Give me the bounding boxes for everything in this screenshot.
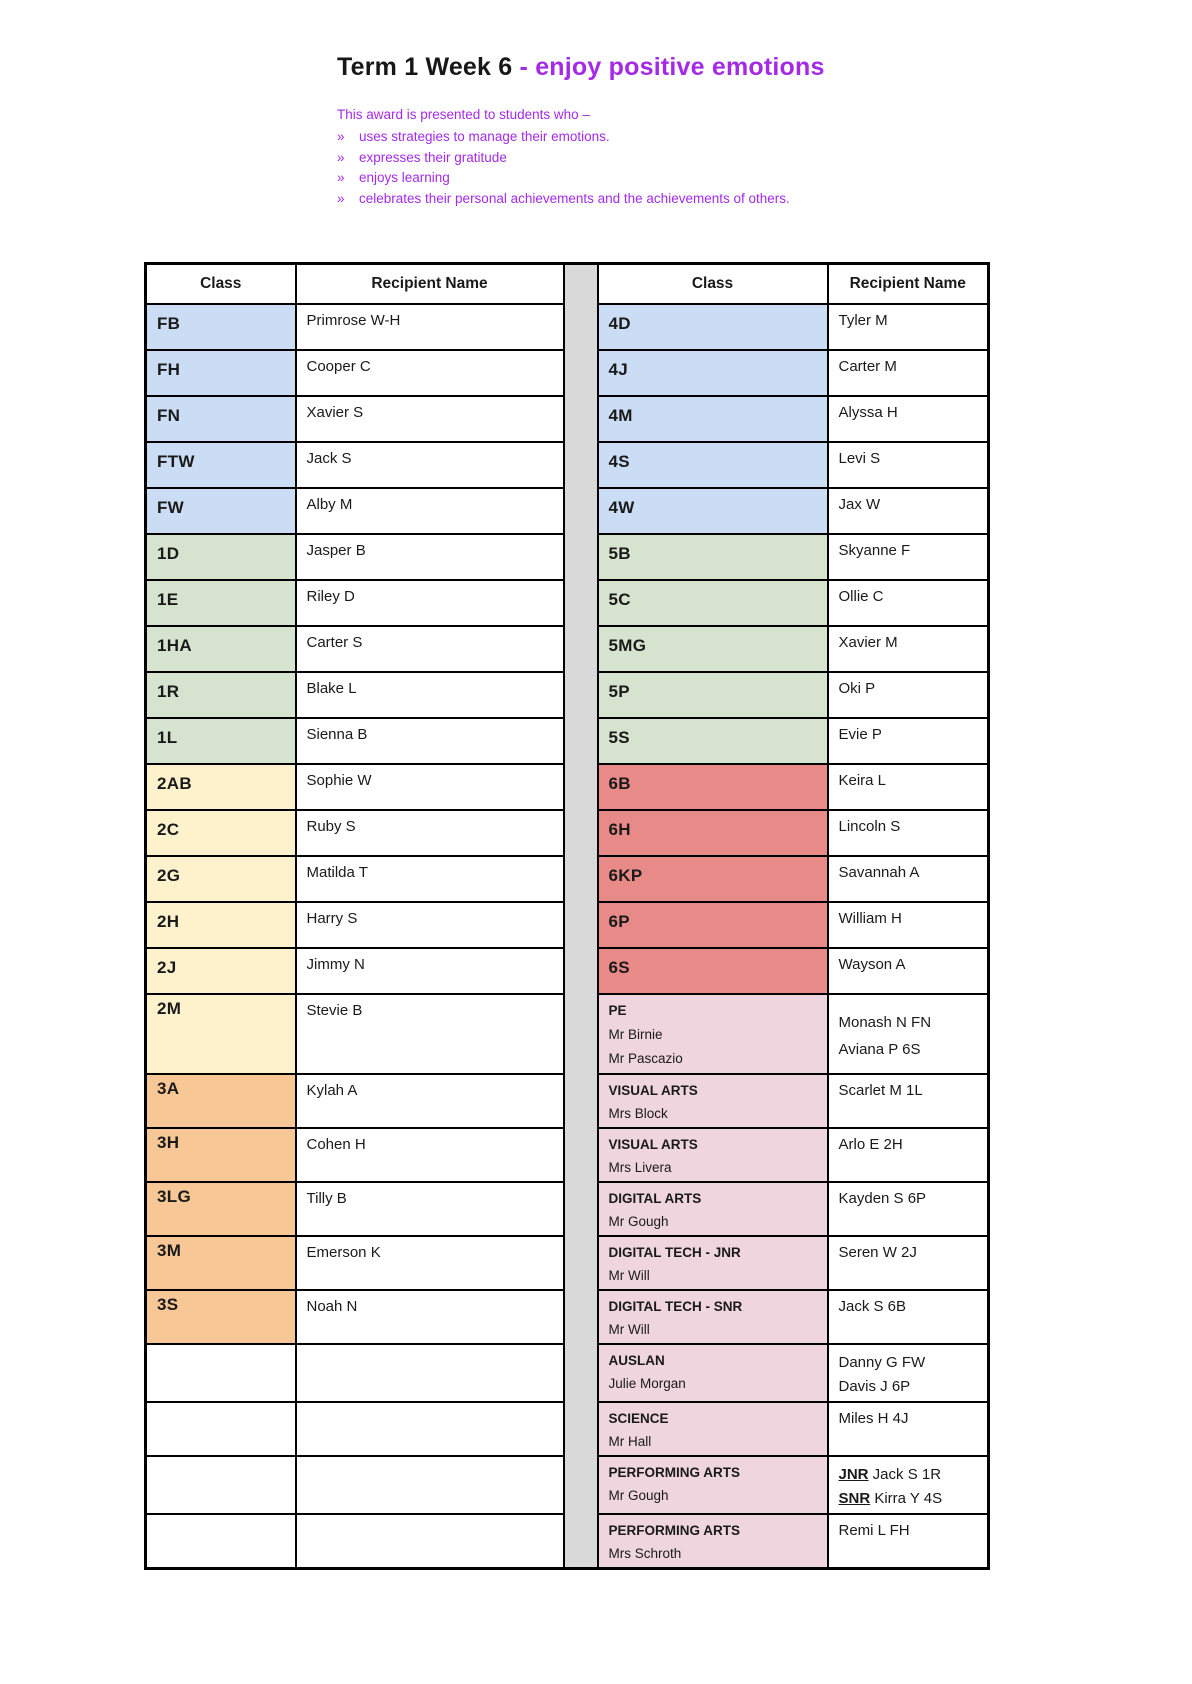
recipient-name: Evie P: [838, 725, 882, 743]
recipient-name: Tilly B: [306, 1189, 347, 1207]
class-cell: [146, 1182, 296, 1236]
class-cell: [598, 764, 828, 810]
teacher-name: Julie Morgan: [608, 1375, 686, 1391]
recipient-cell: [828, 1514, 989, 1569]
criteria-text: uses strategies to manage their emotions.: [359, 129, 610, 144]
recipient-cell: [296, 626, 564, 672]
intro-lead: This award is presented to students who –: [337, 107, 590, 122]
recipient-cell: [296, 902, 564, 948]
teacher-name: Mr Will: [608, 1267, 650, 1283]
recipient-cell: [296, 810, 564, 856]
recipient-cell: [828, 1182, 989, 1236]
class-cell: [598, 350, 828, 396]
class-label: 1HA: [157, 635, 192, 655]
bullet-marker: »: [337, 190, 345, 206]
class-label: 1D: [157, 543, 180, 563]
column-header-class: Class: [598, 264, 828, 304]
subject-name: VISUAL ARTS: [608, 1136, 698, 1152]
class-cell: [146, 396, 296, 442]
class-label: 4D: [608, 313, 631, 333]
class-label: 3A: [157, 1078, 180, 1098]
recipient-name: Wayson A: [838, 955, 906, 973]
class-cell: [146, 580, 296, 626]
division-label: SNR: [838, 1489, 871, 1507]
recipient-cell: [828, 580, 989, 626]
subject-name: VISUAL ARTS: [608, 1082, 698, 1098]
class-label: 4M: [608, 405, 633, 425]
bullet-marker: »: [337, 149, 345, 165]
class-label: FW: [157, 497, 185, 517]
recipient-name: William H: [838, 909, 902, 927]
recipient-cell: [828, 396, 989, 442]
class-cell: [598, 1402, 828, 1456]
recipient-cell: [296, 1182, 564, 1236]
class-cell: [146, 626, 296, 672]
class-cell: [146, 1236, 296, 1290]
subject-name: PERFORMING ARTS: [608, 1522, 740, 1538]
criteria-item: [337, 127, 1057, 148]
teacher-name: Mrs Schroth: [608, 1545, 682, 1561]
recipient-name: Kayden S 6P: [838, 1189, 927, 1207]
recipient-cell: [828, 994, 989, 1074]
recipient-name: Danny G FW: [838, 1353, 926, 1371]
recipient-cell: [828, 902, 989, 948]
class-cell: [598, 488, 828, 534]
class-label: 2H: [157, 911, 180, 931]
teacher-name: Mr Pascazio: [608, 1050, 683, 1066]
criteria-text: celebrates their personal achievements and the achievements of others.: [359, 190, 790, 206]
recipient-cell: [296, 1514, 564, 1569]
subject-name: PE: [608, 1002, 627, 1018]
class-cell: [146, 1074, 296, 1128]
teacher-name: Mr Will: [608, 1321, 650, 1337]
recipient-name: Kylah A: [306, 1081, 358, 1099]
class-label: 2M: [157, 998, 182, 1018]
recipient-cell: [828, 856, 989, 902]
recipient-name: Harry S: [306, 909, 358, 927]
column-header-recipient: Recipient Name: [828, 264, 989, 304]
class-label: FTW: [157, 451, 195, 471]
recipient-cell: [296, 488, 564, 534]
class-cell: [598, 304, 828, 350]
class-label: 5B: [608, 543, 631, 563]
recipient-name: Jack S: [306, 449, 352, 467]
class-label: 6B: [608, 773, 631, 793]
class-cell: [598, 902, 828, 948]
class-cell: [146, 1514, 296, 1569]
recipient-name: Monash N FN: [838, 1013, 932, 1031]
class-cell: [598, 994, 828, 1074]
recipient-cell: [296, 718, 564, 764]
class-cell: [146, 1290, 296, 1344]
recipient-cell: [828, 1074, 989, 1128]
class-cell: [146, 764, 296, 810]
class-label: FB: [157, 313, 181, 333]
spacer-column: [564, 264, 598, 1569]
recipient-name: Jack S 6B: [838, 1297, 907, 1315]
class-label: 5S: [608, 727, 630, 747]
recipient-cell: [828, 488, 989, 534]
recipient-name: Cohen H: [306, 1135, 366, 1153]
class-cell: [598, 1290, 828, 1344]
teacher-name: Mrs Block: [608, 1105, 668, 1121]
recipient-name: Lincoln S: [838, 817, 901, 835]
class-label: 1E: [157, 589, 179, 609]
recipient-cell: [296, 672, 564, 718]
subject-name: DIGITAL ARTS: [608, 1190, 702, 1206]
class-label: 2AB: [157, 773, 192, 793]
recipient-name: Jimmy N: [306, 955, 365, 973]
class-label: 3LG: [157, 1186, 191, 1206]
recipient-cell: [296, 1128, 564, 1182]
criteria-text: enjoys learning: [359, 170, 450, 185]
class-label: 3M: [157, 1240, 182, 1260]
recipient-cell: [296, 1290, 564, 1344]
recipient-cell: [828, 1344, 989, 1402]
class-label: 3S: [157, 1294, 179, 1314]
recipient-name: Jack S 1R: [868, 1465, 942, 1483]
class-label: 4S: [608, 451, 630, 471]
recipient-name: Cooper C: [306, 357, 371, 375]
recipient-name: Arlo E 2H: [838, 1135, 903, 1153]
recipient-cell: [296, 1344, 564, 1402]
class-cell: [146, 856, 296, 902]
recipient-name: Aviana P 6S: [838, 1040, 921, 1058]
class-cell: [598, 442, 828, 488]
recipient-name: Levi S: [838, 449, 881, 467]
recipient-name: Sophie W: [306, 771, 372, 789]
class-cell: [598, 1456, 828, 1514]
recipient-cell: [296, 856, 564, 902]
teacher-name: Mr Hall: [608, 1433, 652, 1449]
column-header-class: Class: [146, 264, 296, 304]
recipient-cell: [828, 1402, 989, 1456]
class-label: 6S: [608, 957, 630, 977]
recipient-cell: [828, 1236, 989, 1290]
recipient-name: Carter M: [838, 357, 897, 375]
class-label: 5P: [608, 681, 630, 701]
class-cell: [146, 304, 296, 350]
recipient-cell: [296, 948, 564, 994]
class-label: 6H: [608, 819, 631, 839]
subject-name: SCIENCE: [608, 1410, 669, 1426]
recipient-cell: [828, 672, 989, 718]
recipient-name: Davis J 6P: [838, 1377, 911, 1395]
class-label: 2G: [157, 865, 181, 885]
class-cell: [146, 902, 296, 948]
recipient-cell: [296, 1074, 564, 1128]
recipient-name: Ollie C: [838, 587, 884, 605]
class-cell: [598, 1236, 828, 1290]
recipient-cell: [828, 1456, 989, 1514]
subject-name: DIGITAL TECH - JNR: [608, 1244, 741, 1260]
class-cell: [146, 1344, 296, 1402]
recipient-cell: [828, 810, 989, 856]
title-prefix: Term 1 Week 6: [337, 53, 520, 81]
recipient-cell: [296, 764, 564, 810]
class-cell: [146, 672, 296, 718]
class-cell: [598, 1514, 828, 1569]
recipient-name: Xavier S: [306, 403, 364, 421]
class-label: 6KP: [608, 865, 643, 885]
recipient-name: Oki P: [838, 679, 876, 697]
recipient-name: Jasper B: [306, 541, 366, 559]
recipient-cell: [296, 396, 564, 442]
class-cell: [598, 580, 828, 626]
class-label: 1R: [157, 681, 180, 701]
bullet-marker: »: [337, 129, 345, 144]
recipient-name: Stevie B: [306, 1001, 363, 1019]
class-cell: [146, 718, 296, 764]
recipient-cell: [828, 1290, 989, 1344]
recipient-name: Primrose W-H: [306, 311, 401, 329]
class-label: FH: [157, 359, 181, 379]
recipient-cell: [828, 304, 989, 350]
recipient-cell: [828, 948, 989, 994]
class-cell: [146, 442, 296, 488]
class-label: FN: [157, 405, 181, 425]
recipient-name: Skyanne F: [838, 541, 911, 559]
document-header: [337, 52, 1057, 209]
recipient-name: Keira L: [838, 771, 887, 789]
class-cell: [598, 948, 828, 994]
recipient-name: Miles H 4J: [838, 1409, 909, 1427]
class-cell: [598, 856, 828, 902]
recipient-cell: [296, 350, 564, 396]
criteria-list: [337, 127, 1057, 209]
recipient-entry: [839, 1463, 980, 1487]
class-cell: [146, 1128, 296, 1182]
class-cell: [598, 534, 828, 580]
recipient-cell: [828, 1128, 989, 1182]
title-highlight: - enjoy positive emotions: [519, 53, 825, 81]
class-cell: [146, 534, 296, 580]
recipient-cell: [828, 442, 989, 488]
recipient-name: Savannah A: [838, 863, 920, 881]
recipient-cell: [296, 1456, 564, 1514]
class-cell: [598, 810, 828, 856]
class-cell: [598, 626, 828, 672]
class-label: 3H: [157, 1132, 180, 1152]
recipient-name: Remi L FH: [838, 1521, 910, 1539]
recipient-cell: [296, 442, 564, 488]
class-cell: [146, 488, 296, 534]
recipient-name: Sienna B: [306, 725, 368, 743]
class-label: 2C: [157, 819, 180, 839]
recipient-cell: [828, 534, 989, 580]
class-cell: [598, 718, 828, 764]
class-cell: [146, 1456, 296, 1514]
recipient-cell: [296, 580, 564, 626]
class-cell: [146, 994, 296, 1074]
criteria-item: [337, 148, 1057, 169]
class-cell: [598, 1128, 828, 1182]
class-label: 4W: [608, 497, 635, 517]
recipient-cell: [828, 626, 989, 672]
division-label: JNR: [838, 1465, 869, 1483]
criteria-text: expresses their gratitude: [359, 149, 507, 165]
recipient-cell: [828, 764, 989, 810]
recipient-name: Kirra Y 4S: [870, 1489, 943, 1507]
criteria-item: [337, 168, 1057, 189]
recipient-name: Noah N: [306, 1297, 358, 1315]
subject-name: DIGITAL TECH - SNR: [608, 1298, 743, 1314]
class-cell: [598, 1344, 828, 1402]
teacher-name: Mr Gough: [608, 1213, 669, 1229]
class-cell: [146, 810, 296, 856]
recipient-name: Alby M: [306, 495, 353, 513]
recipient-name: Tyler M: [838, 311, 888, 329]
teacher-name: Mr Birnie: [608, 1026, 663, 1042]
recipient-name: Seren W 2J: [838, 1243, 917, 1261]
subject-name: PERFORMING ARTS: [608, 1464, 740, 1480]
recipient-cell: [296, 1402, 564, 1456]
page-title: [337, 52, 1057, 82]
class-cell: [598, 672, 828, 718]
recipient-name: Carter S: [306, 633, 363, 651]
subject-name: AUSLAN: [608, 1352, 665, 1368]
recipient-name: Jax W: [838, 495, 881, 513]
recipient-cell: [296, 534, 564, 580]
class-label: 5C: [608, 589, 631, 609]
recipient-name: Scarlet M 1L: [838, 1081, 923, 1099]
class-cell: [598, 396, 828, 442]
class-label: 2J: [157, 957, 177, 977]
class-label: 1L: [157, 727, 178, 747]
recipient-name: Ruby S: [306, 817, 356, 835]
recipient-name: Xavier M: [838, 633, 898, 651]
class-cell: [598, 1182, 828, 1236]
criteria-item: [337, 189, 1057, 210]
class-cell: [598, 1074, 828, 1128]
recipient-cell: [296, 994, 564, 1074]
class-cell: [146, 948, 296, 994]
recipient-cell: [296, 1236, 564, 1290]
class-label: 4J: [608, 359, 629, 379]
recipient-name: Riley D: [306, 587, 355, 605]
recipient-cell: [828, 718, 989, 764]
teacher-name: Mrs Livera: [608, 1159, 672, 1175]
recipient-cell: [296, 304, 564, 350]
recipient-name: Blake L: [306, 679, 357, 697]
class-cell: [146, 1402, 296, 1456]
class-label: 6P: [608, 911, 630, 931]
recipient-entry: [839, 1487, 980, 1511]
recipient-name: Matilda T: [306, 863, 368, 881]
recipient-name: Emerson K: [306, 1243, 381, 1261]
recipient-cell: [828, 350, 989, 396]
column-header-recipient: Recipient Name: [296, 264, 564, 304]
teacher-name: Mr Gough: [608, 1487, 669, 1503]
class-cell: [146, 350, 296, 396]
bullet-marker: »: [337, 170, 345, 185]
class-label: 5MG: [608, 635, 647, 655]
header-row: [146, 264, 989, 304]
recipient-name: Alyssa H: [838, 403, 898, 421]
awards-table: [144, 262, 990, 1570]
